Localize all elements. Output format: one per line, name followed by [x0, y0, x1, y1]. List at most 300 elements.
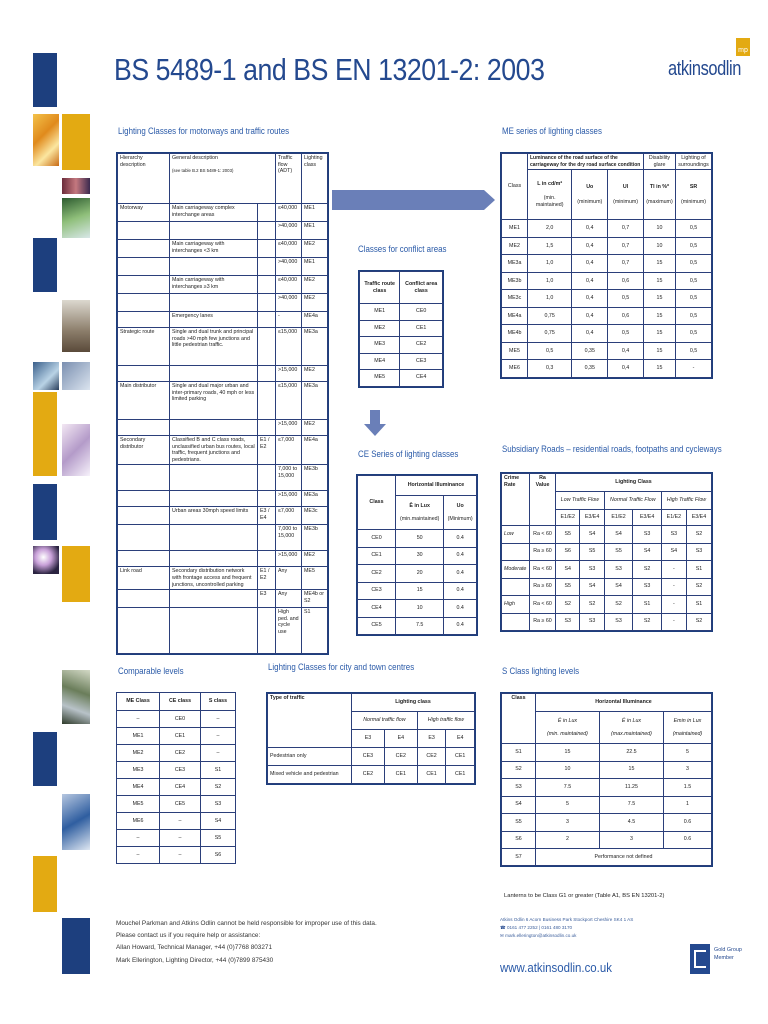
- cell-environment: [258, 328, 276, 366]
- section-title-s-class: S Class lighting levels: [502, 666, 580, 676]
- cell-s: –: [200, 728, 235, 745]
- table-row: [118, 328, 328, 366]
- cell-lighting: ME2: [302, 420, 328, 436]
- cell-class: S4: [604, 526, 633, 544]
- decor-photo: [62, 300, 90, 352]
- cell-l: 1,0: [528, 290, 572, 308]
- cell-class: CE4: [358, 600, 396, 618]
- cell-sr: 0,5: [676, 220, 712, 238]
- table-row: [502, 543, 712, 561]
- cell-environment: [258, 312, 276, 328]
- header-env: E4: [446, 730, 475, 748]
- header-me-class: ME Class: [117, 693, 160, 711]
- cell-sr: 0,5: [676, 237, 712, 255]
- header-illum: Horizontal Illuminance: [396, 476, 477, 496]
- cell-e4-high: CE1: [446, 748, 475, 766]
- header-traffic: Traffic flow (ADT): [276, 154, 302, 204]
- cell-uo: 0.4: [444, 582, 477, 600]
- cell-general: [170, 465, 258, 491]
- cell-l: 1,5: [528, 237, 572, 255]
- cell-ra: Ra < 60: [530, 561, 556, 579]
- cell-class: CE3: [358, 582, 396, 600]
- header-emin: [663, 712, 711, 744]
- cell-conflict: CE4: [400, 370, 443, 387]
- cell-traffic: 7,000 to 15,000: [276, 525, 302, 551]
- cell-e: 7.5: [536, 779, 600, 797]
- cell-ce: –: [160, 813, 201, 830]
- table-row: [117, 830, 236, 847]
- cell-traffic: ≤7,000: [276, 436, 302, 465]
- table-row: [118, 294, 328, 312]
- cell-environment: [258, 222, 276, 240]
- table-row: [360, 337, 443, 354]
- cell-class: S2: [686, 613, 711, 631]
- header-l-text: L in cd/m²: [537, 180, 563, 187]
- section-title-subsidiary: Subsidiary Roads – residential roads, footpaths and cycleways: [502, 444, 722, 454]
- cell-ti: 10: [644, 237, 676, 255]
- table-row: [502, 561, 712, 579]
- table-row: [118, 507, 328, 525]
- cell-l: 1,0: [528, 255, 572, 273]
- cell-ce: CE1: [160, 728, 201, 745]
- header-disability: Disability glare: [644, 154, 676, 170]
- cell-ce: CE5: [160, 796, 201, 813]
- header-env: E1/E2: [556, 510, 580, 526]
- logo-badge: [736, 38, 750, 56]
- table-row: [360, 353, 443, 370]
- table-row: [502, 360, 712, 378]
- decor-photo: [62, 670, 90, 724]
- cell-sr: -: [676, 360, 712, 378]
- header-env: E3/E4: [686, 510, 711, 526]
- cell-crime: [502, 578, 530, 596]
- cell-class: ME6: [502, 360, 528, 378]
- cell-ul: 0,5: [608, 290, 644, 308]
- cell-l: 2,0: [528, 220, 572, 238]
- cell-traffic: ≤40,000: [276, 276, 302, 294]
- cell-conflict: CE3: [400, 353, 443, 370]
- header-e-text: Ē in Lux: [409, 502, 430, 509]
- cell-class: S4: [556, 561, 580, 579]
- header-high: High traffic flow: [417, 712, 474, 730]
- table-row: [117, 762, 236, 779]
- table-row: [502, 814, 712, 832]
- header-ul-note: (minimum): [613, 198, 639, 205]
- cell-class: CE1: [358, 547, 396, 565]
- cell-traffic: Any: [276, 567, 302, 590]
- cell-class: S2: [633, 613, 662, 631]
- cell-s: –: [200, 745, 235, 762]
- cell-ra: Ra < 60: [530, 596, 556, 614]
- cell-lighting: ME3b: [302, 525, 328, 551]
- decor-block: [33, 732, 57, 786]
- cell-s: S2: [200, 779, 235, 796]
- table-row: [360, 370, 443, 387]
- cell-general: [170, 294, 258, 312]
- cell-class: S1: [502, 744, 536, 762]
- cell-environment: E3 / E4: [258, 507, 276, 525]
- table-row: [502, 325, 712, 343]
- header-class: Class: [358, 476, 396, 530]
- cell-lighting: ME2: [302, 240, 328, 258]
- cell-e: 15: [396, 582, 444, 600]
- s7-class: S7: [502, 849, 536, 866]
- cell-class: CE2: [358, 565, 396, 583]
- table-row: [358, 617, 477, 635]
- cell-traffic: >15,000: [276, 491, 302, 507]
- cell-class: S4: [502, 796, 536, 814]
- cell-general: [170, 608, 258, 654]
- cell-l: 0,3: [528, 360, 572, 378]
- header-sr: [676, 170, 712, 220]
- header-env: E3/E4: [633, 510, 662, 526]
- cell-ul: 0,4: [608, 360, 644, 378]
- cell-ul: 0,4: [608, 342, 644, 360]
- cell-e4-normal: CE2: [384, 748, 417, 766]
- decor-photo: [62, 794, 90, 850]
- table-row: [268, 766, 475, 784]
- header-e: [396, 496, 444, 530]
- header-uo-note: (Minimum): [447, 515, 473, 522]
- cell-class: S5: [556, 578, 580, 596]
- table-row: [118, 258, 328, 276]
- decor-block: [62, 114, 90, 170]
- table-row: [118, 567, 328, 590]
- cell-ul: 0,5: [608, 325, 644, 343]
- contact-text: Please contact us if you require help or assistance:: [116, 932, 261, 940]
- cell-environment: [258, 294, 276, 312]
- cell-sr: 0,5: [676, 307, 712, 325]
- cell-me: ME5: [117, 796, 160, 813]
- cell-lighting: ME2: [302, 551, 328, 567]
- cell-ce: –: [160, 847, 201, 864]
- cell-s: S5: [200, 830, 235, 847]
- table-row: [117, 745, 236, 762]
- table-row: [358, 600, 477, 618]
- header-uo: [572, 170, 608, 220]
- contact-person-2: Mark Ellerington, Lighting Director, +44 (0)7899 875430: [116, 956, 274, 964]
- cell-uo: 0,4: [572, 272, 608, 290]
- cell-e3-normal: CE3: [352, 748, 385, 766]
- table-row: [118, 436, 328, 465]
- table-row: [502, 578, 712, 596]
- cell-class: S3: [580, 613, 604, 631]
- cell-general: [170, 491, 258, 507]
- cell-traffic: 7,000 to 15,000: [276, 465, 302, 491]
- cell-e: 20: [396, 565, 444, 583]
- cell-class: ME3a: [502, 255, 528, 273]
- cell-sr: 0,5: [676, 255, 712, 273]
- cell-environment: [258, 276, 276, 294]
- cell-type: Mixed vehicle and pedestrian: [268, 766, 352, 784]
- section-title-comparable: Comparable levels: [118, 666, 184, 676]
- cell-ce: CE4: [160, 779, 201, 796]
- table-row: [502, 596, 712, 614]
- cell-uo: 0.4: [444, 565, 477, 583]
- cell-route: ME1: [360, 304, 400, 321]
- cell-general: [170, 258, 258, 276]
- header-e-note: (min.maintained): [399, 515, 440, 522]
- cell-e: 30: [396, 547, 444, 565]
- table-row: [502, 255, 712, 273]
- header-normal-flow: Normal Traffic Flow: [604, 492, 661, 510]
- cell-class: S2: [686, 526, 711, 544]
- table-row: [358, 582, 477, 600]
- table-row: [118, 366, 328, 382]
- cell-traffic: ≤15,000: [276, 382, 302, 420]
- decor-photo: [33, 114, 59, 166]
- cell-crime: High: [502, 596, 530, 614]
- cell-general: [170, 366, 258, 382]
- header-sr-text: SR: [689, 184, 698, 191]
- cell-class: S3: [633, 526, 662, 544]
- cell-hierarchy: Link road: [118, 567, 170, 590]
- cell-me: ME4: [117, 779, 160, 796]
- cell-e: 7.5: [396, 617, 444, 635]
- cell-lighting: ME2: [302, 294, 328, 312]
- arrow-right-head: [484, 190, 495, 210]
- footer-contact: [116, 918, 476, 967]
- cell-uo: 0,4: [572, 325, 608, 343]
- page-title: BS 5489-1 and BS EN 13201-2: 2003: [114, 52, 545, 87]
- cell-e: 2: [536, 831, 600, 849]
- cell-uo: 0,4: [572, 255, 608, 273]
- cell-e3-high: CE2: [417, 748, 446, 766]
- header-sr-note: (minimum): [680, 198, 706, 205]
- header-luminance: Luminance of the road surface of the carriageway for the dry road surface condition: [528, 154, 644, 170]
- header-general-text: General description: [172, 155, 218, 161]
- decor-block: [33, 484, 57, 540]
- table-row: [117, 728, 236, 745]
- cell-ti: 15: [644, 255, 676, 273]
- cell-environment: [258, 420, 276, 436]
- cell-class: S5: [556, 526, 580, 544]
- decor-photo: [62, 198, 90, 238]
- table-row: [117, 813, 236, 830]
- disclaimer: Mouchel Parkman and Atkins Odlin cannot be held responsible for improper use of this data.: [116, 920, 377, 927]
- cell-environment: [258, 204, 276, 222]
- cell-uo: 0.4: [444, 530, 477, 548]
- me-series-table: [500, 152, 713, 379]
- cell-class: S6: [556, 543, 580, 561]
- cell-class: S1: [686, 561, 711, 579]
- cell-ti: 10: [644, 220, 676, 238]
- cell-crime: Moderate: [502, 561, 530, 579]
- decor-block: [33, 238, 57, 292]
- cell-class: S6: [502, 831, 536, 849]
- cell-hierarchy: [118, 525, 170, 551]
- cell-ti: 15: [644, 272, 676, 290]
- table-row: [358, 565, 477, 583]
- cell-general: Main carriageway with interchanges <3 km: [170, 240, 258, 258]
- table-row: [358, 530, 477, 548]
- header-lighting: Lighting Class: [556, 474, 712, 492]
- cell-s: –: [200, 711, 235, 728]
- header-env: E3: [352, 730, 385, 748]
- table-row: [118, 240, 328, 258]
- cell-general: [170, 525, 258, 551]
- cell-ul: 0,7: [608, 220, 644, 238]
- decor-block: [33, 392, 57, 476]
- header-emin-text: Emin in Lux: [673, 717, 702, 724]
- cell-environment: [258, 491, 276, 507]
- decor-photo: [33, 546, 59, 574]
- header-l-note: (min. maintained): [535, 195, 564, 209]
- cell-general: Emergency lanes: [170, 312, 258, 328]
- header-ti-text: TI in %*: [649, 184, 670, 191]
- cell-conflict: CE2: [400, 337, 443, 354]
- cell-ti: 15: [644, 342, 676, 360]
- cell-e2: 4.5: [599, 814, 663, 832]
- decor-photo: [62, 424, 90, 476]
- cell-l: 0,75: [528, 325, 572, 343]
- cell-class: -: [661, 613, 686, 631]
- cell-traffic: ≤40,000: [276, 240, 302, 258]
- table-row: [118, 551, 328, 567]
- member-logo-mark: [694, 950, 706, 968]
- cell-uo: 0,4: [572, 307, 608, 325]
- header-uo-text: Uo: [586, 184, 594, 191]
- table-row: [118, 222, 328, 240]
- header-e-text: Ē in Lux: [557, 717, 578, 724]
- cell-class: S2: [580, 596, 604, 614]
- header-uo: [444, 496, 477, 530]
- cell-traffic: ≤15,000: [276, 328, 302, 366]
- header-low-flow: Low Traffic Flow: [556, 492, 605, 510]
- cell-hierarchy: [118, 276, 170, 294]
- cell-class: -: [661, 596, 686, 614]
- cell-general: Single and dual trunk and principal roads >40 mph few junctions and little pedestrian traffic.: [170, 328, 258, 366]
- decor-photo: [62, 178, 90, 194]
- cell-class: S4: [580, 578, 604, 596]
- header-lighting: Lighting class: [352, 694, 475, 712]
- cell-uo: 0,4: [572, 290, 608, 308]
- header-env: E4: [384, 730, 417, 748]
- arrow-right: [332, 190, 484, 210]
- cell-general: [170, 590, 258, 608]
- cell-class: ME1: [502, 220, 528, 238]
- header-hierarchy: Hierarchy description: [118, 154, 170, 204]
- cell-l: 1,0: [528, 272, 572, 290]
- cell-environment: E3: [258, 590, 276, 608]
- cell-traffic: >15,000: [276, 366, 302, 382]
- comparable-table: [116, 692, 236, 864]
- motorways-table: [116, 152, 329, 655]
- cell-hierarchy: [118, 465, 170, 491]
- cell-hierarchy: [118, 507, 170, 525]
- table-row: [118, 312, 328, 328]
- cell-me: ME3: [117, 762, 160, 779]
- table-row: [118, 465, 328, 491]
- cell-uo: 0,35: [572, 360, 608, 378]
- decor-block: [62, 546, 90, 602]
- cell-traffic: ≤40,000: [276, 204, 302, 222]
- header-uo-text: Uo: [456, 502, 464, 509]
- subsidiary-table: [500, 472, 713, 632]
- decor-block: [62, 918, 90, 974]
- cell-uo: 0.4: [444, 547, 477, 565]
- cell-environment: [258, 366, 276, 382]
- cell-lighting: ME3c: [302, 507, 328, 525]
- table-row: [360, 304, 443, 321]
- cell-ra: Ra ≥ 60: [530, 613, 556, 631]
- cell-route: ME2: [360, 320, 400, 337]
- cell-conflict: CE0: [400, 304, 443, 321]
- cell-class: S1: [686, 596, 711, 614]
- cell-class: S2: [556, 596, 580, 614]
- cell-ti: 15: [644, 325, 676, 343]
- table-row: [502, 342, 712, 360]
- header-ce-class: CE class: [160, 693, 201, 711]
- cell-class: S4: [633, 543, 662, 561]
- table-row: [118, 525, 328, 551]
- cell-crime: [502, 543, 530, 561]
- s7-value: Performance not defined: [536, 849, 712, 866]
- table-row: [502, 613, 712, 631]
- cell-class: S2: [633, 561, 662, 579]
- table-row: [118, 276, 328, 294]
- cell-lighting: ME4b or S2: [302, 590, 328, 608]
- header-ti-note: (maximum): [646, 198, 673, 205]
- table-row: [117, 711, 236, 728]
- cell-e: 15: [536, 744, 600, 762]
- cell-ra: Ra ≥ 60: [530, 578, 556, 596]
- cell-ul: 0,6: [608, 307, 644, 325]
- ce-series-table: [356, 474, 478, 636]
- cell-traffic: High ped. and cycle use: [276, 608, 302, 654]
- header-uo-note: (minimum): [577, 198, 603, 205]
- cell-class: ME4b: [502, 325, 528, 343]
- cell-hierarchy: Secondary distributor: [118, 436, 170, 465]
- website-link[interactable]: www.atkinsodlin.co.uk: [500, 960, 612, 975]
- cell-ti: 15: [644, 290, 676, 308]
- cell-traffic: >40,000: [276, 222, 302, 240]
- cell-crime: [502, 613, 530, 631]
- cell-uo: 0,4: [572, 237, 608, 255]
- header-class: Class: [502, 694, 536, 744]
- table-row: [502, 220, 712, 238]
- table-row: [502, 761, 712, 779]
- section-title-ce-series: CE Series of lighting classes: [358, 449, 459, 459]
- table-row: [118, 420, 328, 436]
- cell-hierarchy: [118, 491, 170, 507]
- cell-class: S5: [502, 814, 536, 832]
- cell-s: S4: [200, 813, 235, 830]
- cell-me: ME1: [117, 728, 160, 745]
- cell-lighting: ME4a: [302, 312, 328, 328]
- header-emin-note: (maintained): [672, 730, 703, 737]
- cell-sr: 0,5: [676, 342, 712, 360]
- address: Atkins Odlin 6 Acorn Business Park Stockport Cheshire SK4 1 AS: [500, 917, 634, 922]
- cell-e3-normal: CE2: [352, 766, 385, 784]
- cell-hierarchy: [118, 312, 170, 328]
- decor-block: [33, 856, 57, 912]
- cell-class: -: [661, 578, 686, 596]
- cell-class: S1: [633, 596, 662, 614]
- cell-class: S3: [502, 779, 536, 797]
- cell-e2: 11.25: [599, 779, 663, 797]
- table-row: [502, 307, 712, 325]
- cell-traffic: -: [276, 312, 302, 328]
- cell-environment: [258, 608, 276, 654]
- cell-uo: 0,4: [572, 220, 608, 238]
- table-row: [502, 779, 712, 797]
- cell-l: 0,75: [528, 307, 572, 325]
- email[interactable]: [500, 932, 680, 940]
- cell-lighting: ME3a: [302, 382, 328, 420]
- cell-class: S3: [604, 613, 633, 631]
- header-illum: Horizontal Illuminance: [536, 694, 712, 712]
